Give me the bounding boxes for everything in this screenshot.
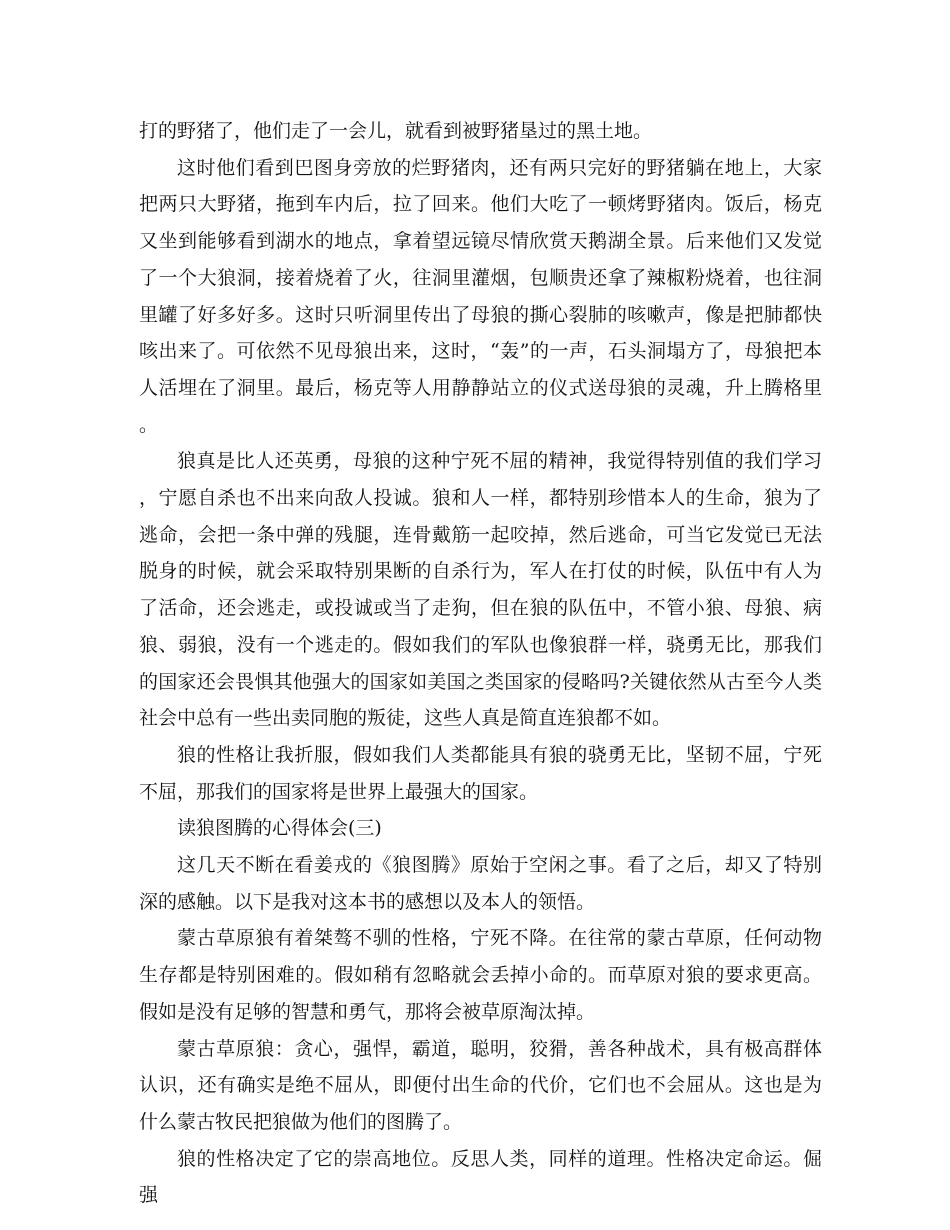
section-heading: 读狼图腾的心得体会(三) bbox=[177, 817, 382, 840]
paragraph: 狼的性格让我折服，假如我们人类都能具有狼的骁勇无比，坚韧不屈，宁死不屈，那我们的国家将是世界上最强大的国家。 bbox=[139, 743, 822, 803]
paragraph: 蒙古草原狼：贪心，强悍，霸道，聪明，狡猾，善各种战术，具有极高群体认识，还有确实是绝不屈从，即便付出生命的代价，它们也不会屈从。这也是为什么蒙古牧民把狼做为他们的图腾了。 bbox=[139, 1037, 822, 1133]
paragraph: 狼的性格决定了它的崇高地位。反思人类，同样的道理。性格决定命运。倔强 bbox=[139, 1147, 822, 1207]
paragraph: 这几天不断在看姜戎的《狼图腾》原始于空闲之事。看了之后，却又了特别深的感触。以下是我对这本书的感想以及本人的领悟。 bbox=[139, 854, 822, 913]
paragraph-continuation: 打的野猪了，他们走了一会儿，就看到被野猪垦过的黑土地。 bbox=[139, 120, 653, 142]
paragraph: 狼真是比人还英勇，母狼的这种宁死不屈的精神，我觉得特别值的我们学习，宁愿自杀也不出来向敌人投诚。狼和人一样，都特别珍惜本人的生命，狼为了逃命，会把一条中弹的残腿，连骨戴筋一起咬掉，然后逃命，可当它发觉已无法脱身的时候，就会采取特别果断的自杀行为，军人在打仗的时候，队伍中有人为了活命，还会逃走，或投诚或当了走狗，但在狼的队伍中，不管小狼、母狼、病狼、弱狼，没有一个逃走的。假如我们的军队也像狼群一样，骁勇无比，那我们的国家还会畏惧其他强大的国家如美国之类国家的侵略吗?关键依然从古至今人类社会中总有一些出卖同胞的叛徒，这些人真是简直连狼都不如。 bbox=[139, 450, 822, 730]
paragraph: 这时他们看到巴图身旁放的烂野猪肉，还有两只完好的野猪躺在地上，大家把两只大野猪，拖到车内后，拉了回来。他们大吃了一顿烤野猪肉。饭后，杨克又坐到能够看到湖水的地点，拿着望远镜尽情欣赏天鹅湖全景。后来他们又发觉了一个大狼洞，接着烧着了火，往洞里灌烟，包顺贵还拿了辣椒粉烧着，也往洞里罐了好多好多。这时只听洞里传出了母狼的撕心裂肺的咳嗽声，像是把肺都快咳出来了。可依然不见母狼出来，这时，“轰”的一声，石头洞塌方了，母狼把本人活埋在了洞里。最后，杨克等人用静静站立的仪式送母狼的灵魂，升上腾格里。 bbox=[139, 156, 822, 436]
paragraph: 蒙古草原狼有着桀骜不驯的性格，宁死不降。在往常的蒙古草原，任何动物生存都是特别困难的。假如稍有忽略就会丢掉小命的。而草原对狼的要求更高。假如是没有足够的智慧和勇气，那将会被草原淘汰掉。 bbox=[139, 927, 822, 1023]
